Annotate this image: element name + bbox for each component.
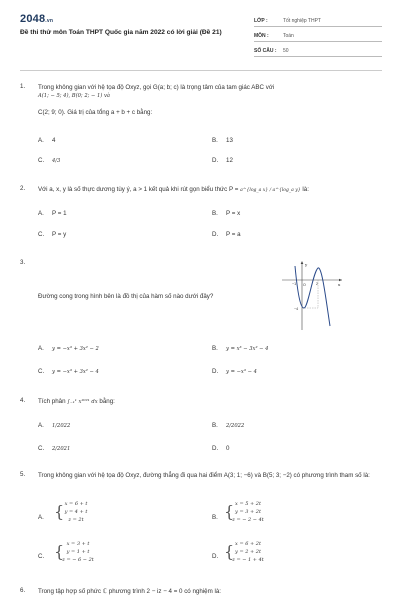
meta-row-class: LỚP : Tốt nghiệp THPT [254,14,382,27]
x-axis-arrow [339,279,342,282]
tick-2: 2 [316,282,318,286]
q5-option-a[interactable]: A. [38,514,44,521]
question-number: 5. [20,471,26,478]
site-logo[interactable] [20,13,53,25]
tick-neg1: −1 [292,282,297,286]
question-number: 6. [20,587,26,594]
brace-icon: { [54,542,65,561]
q2-option-c[interactable]: C. P = y [38,231,67,238]
q1-option-b[interactable]: B. 13 [212,137,233,144]
q4-option-b[interactable]: B. 2/2022 [212,422,245,429]
q5-system-c: { x = 3 + t y = 1 + t z = − 6 − 2t [54,541,94,563]
meta-row-count: SỐ CÂU : 50 [254,44,382,57]
question-number: 1. [20,83,26,90]
page-title: Đề thi thử môn Toán THPT Quốc gia năm 2022 có lời giải (Đề 21) [20,29,222,36]
question-number: 4. [20,397,26,404]
q3-option-d[interactable]: D. y = −x³ − 4 [212,368,257,375]
question-text: Tích phân ∫₋₁¹ x²⁰²¹ dx bằng: [38,398,115,405]
function-graph [282,260,344,332]
question-text: Trong không gian với hệ tọa độ Oxyz, đường thẳng đi qua hai điểm A(3; 1; −6) và B(5; 3; −2) có phương trình tham số là: [38,472,370,479]
question-text: Trong không gian với hệ tọa độ Oxyz, gọi G(a; b; c) là trọng tâm của tam giác ABC với A(1; − 5; 4), B(0; 2; − 1) và C(2; 9; 0). Giá trị của tổng a + b + c bằng: [38,84,275,116]
q5-option-d[interactable]: D. [212,553,219,560]
logo-main: 2048 [20,13,46,25]
q1-option-a[interactable]: A. 4 [38,137,56,144]
question-text: Với a, x, y là số thực dương tùy ý, a > 1 kết quả khi rút gọn biểu thức P = a^{log_a x} / a^{log_a y} là: [38,186,309,193]
q4-option-c[interactable]: C. 2/2021 [38,445,71,452]
q2-option-b[interactable]: B. P = x [212,210,241,217]
q1-option-c[interactable]: C. 4/3 [38,157,61,164]
curve [295,266,330,326]
q2-option-a[interactable]: A. P = 1 [38,210,67,217]
logo-sub: .vn [45,18,54,24]
tick-neg4: −4 [294,307,299,311]
q5-option-c[interactable]: C. [38,553,45,560]
origin-label: O [303,283,306,287]
brace-icon: { [54,502,65,521]
q5-option-b[interactable]: B. [212,514,218,521]
exam-meta [254,14,382,59]
question-number: 3. [20,259,26,266]
q5-system-d: { x = 6 + 2t y = 2 + 2t z = − 1 + 4t [224,541,264,563]
q3-option-a[interactable]: A. y = −x³ + 3x² − 2 [38,345,99,352]
y-axis-arrow [301,261,304,264]
x-label: x [338,282,341,287]
question-number: 2. [20,185,26,192]
q3-option-b[interactable]: B. y = x³ − 3x² − 4 [212,345,269,352]
q5-system-b: { x = 5 + 2t y = 3 + 2t z = − 2 − 4t [224,501,264,523]
question-text: Trong tập hợp số phức ℂ phương trình 2 − iz − 4 = 0 có nghiệm là: [38,588,222,595]
q5-system-a: { x = 6 + t y = 4 + t z = 2t [54,501,88,523]
brace-icon: { [224,542,235,561]
q4-option-a[interactable]: A. 1/2022 [38,422,71,429]
q1-option-d[interactable]: D. 12 [212,157,233,164]
meta-row-subject: MÔN : Toán [254,29,382,42]
q2-option-d[interactable]: D. P = a [212,231,241,238]
brace-icon: { [224,502,235,521]
q4-option-d[interactable]: D. 0 [212,445,230,452]
q3-option-c[interactable]: C. y = −x³ + 3x² − 4 [38,368,99,375]
header-divider [20,70,382,71]
y-label: y [305,262,308,267]
